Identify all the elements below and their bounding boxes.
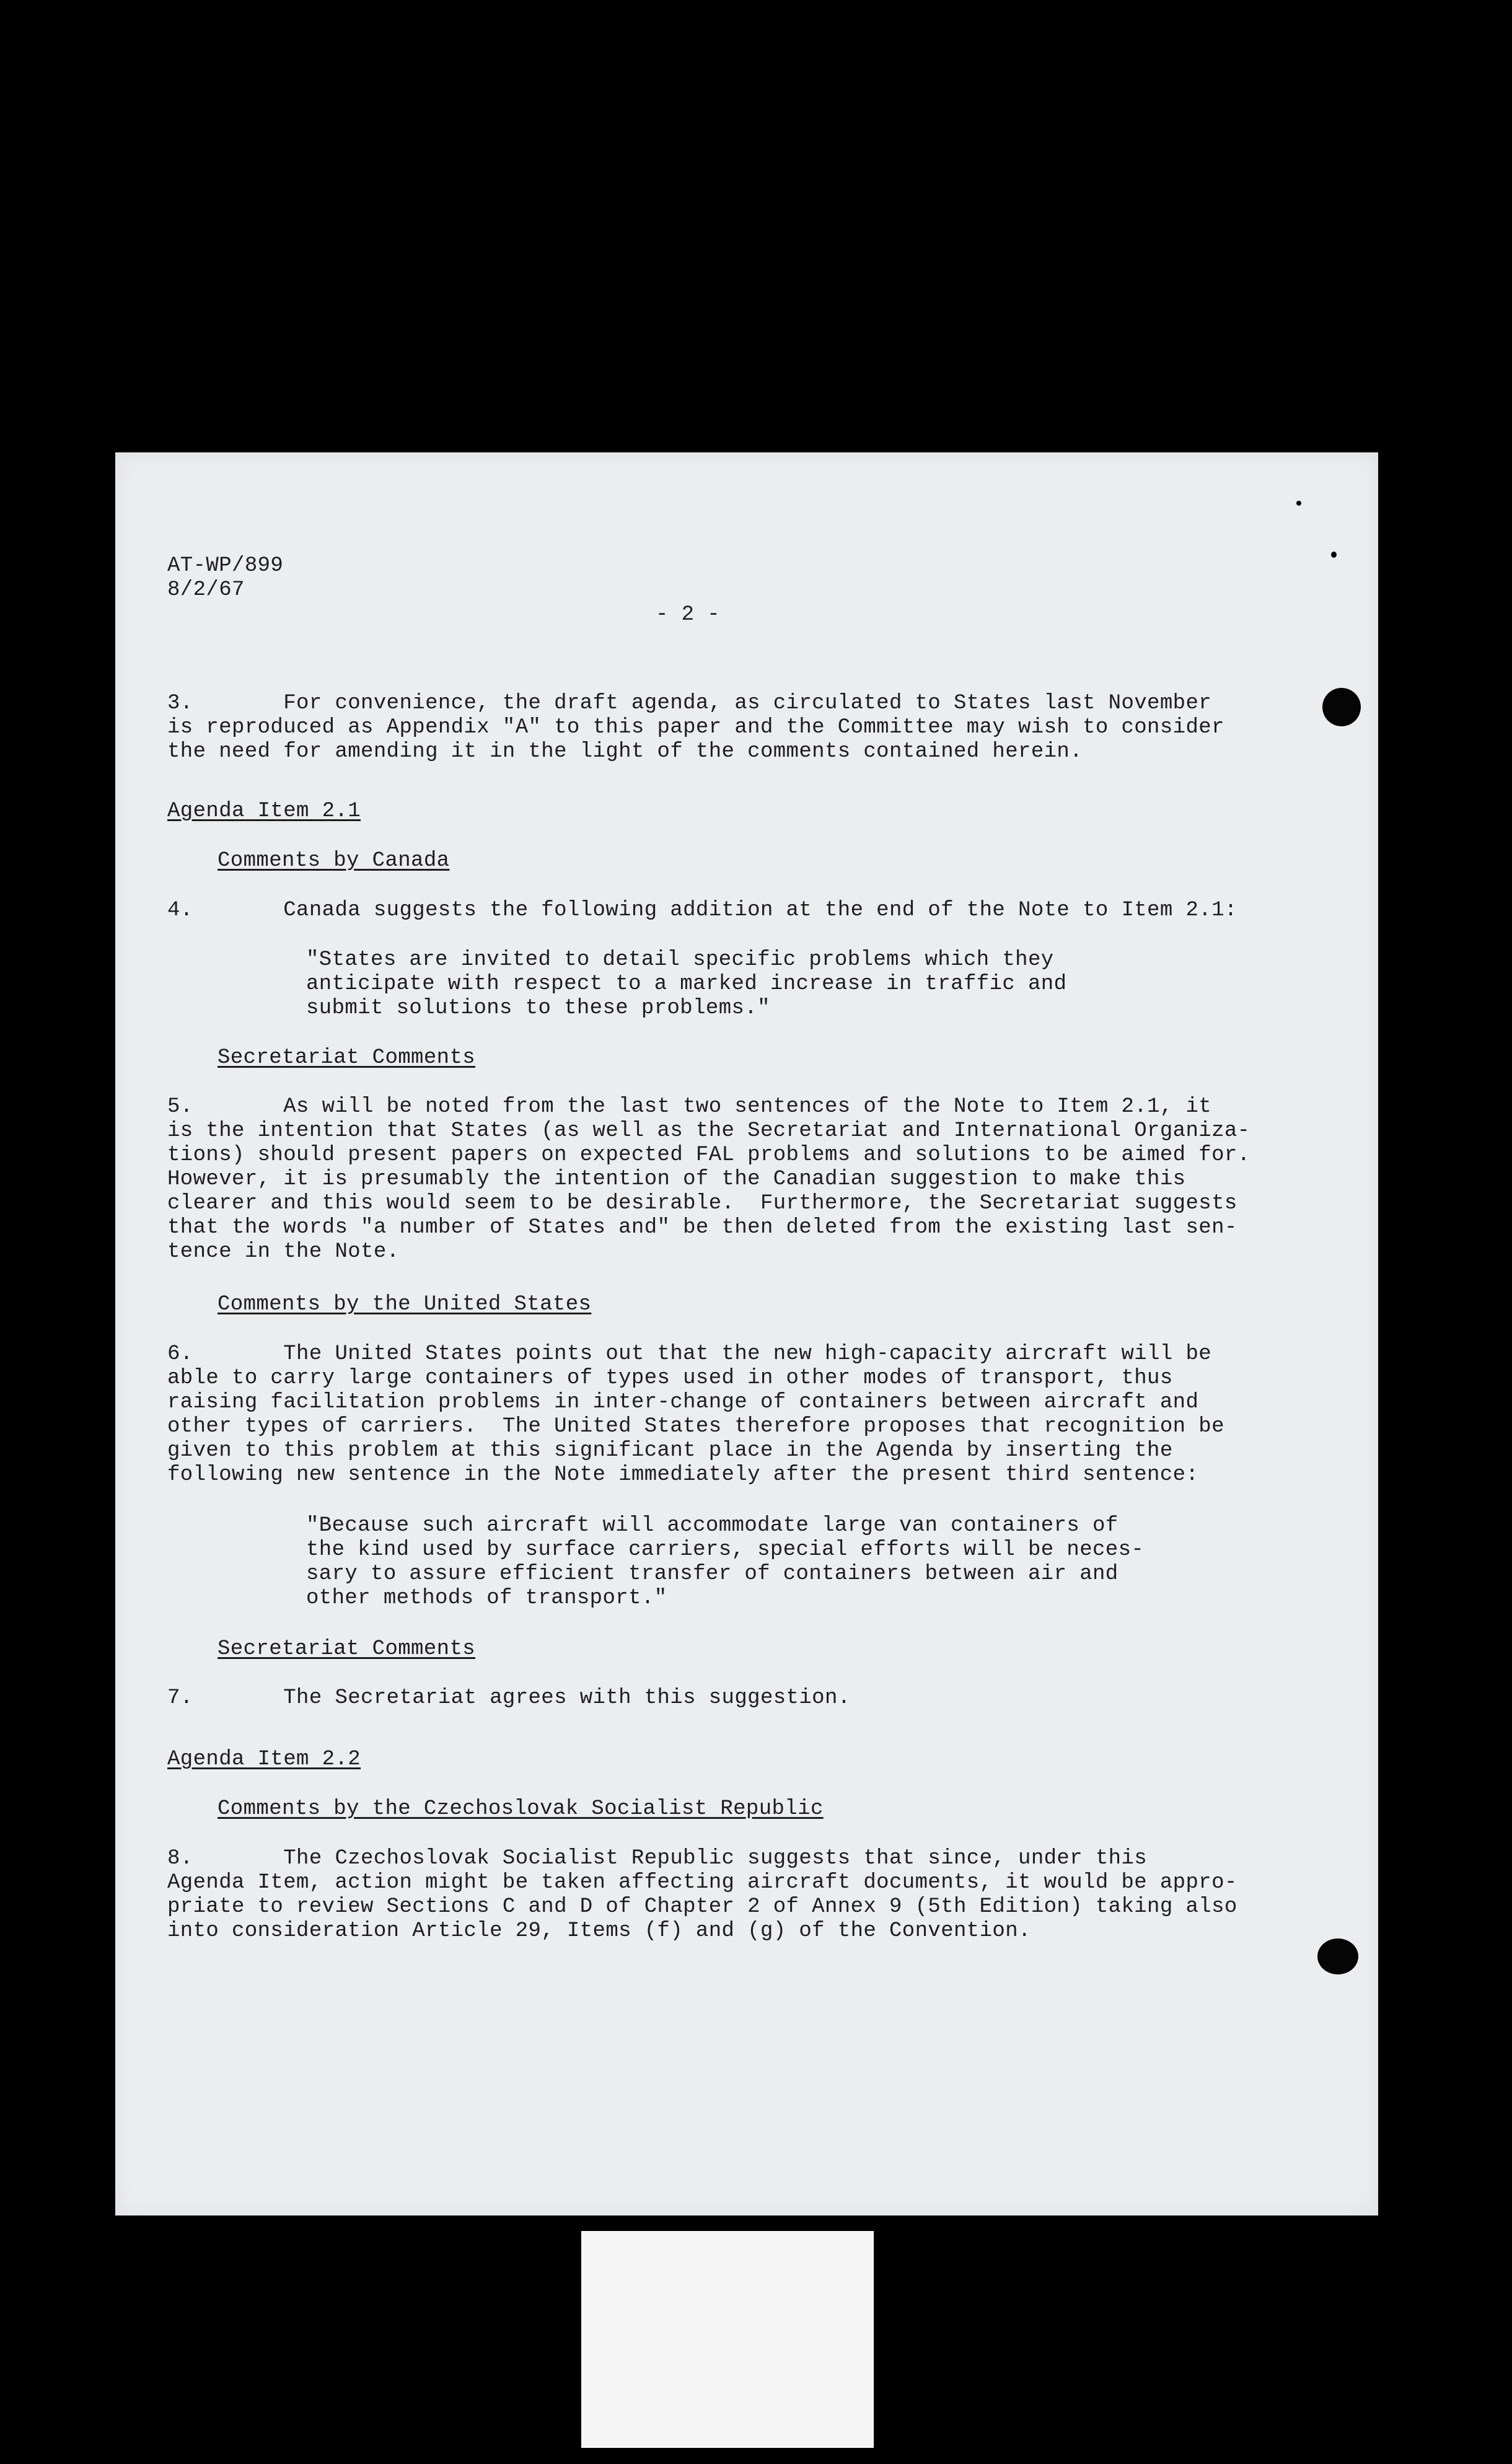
speck-mark-2	[1331, 552, 1337, 558]
page-number: - 2 -	[656, 603, 721, 627]
para-8-line-3: priate to review Sections C and D of Chapter 2 of Annex 9 (5th Edition) taking also	[167, 1895, 1237, 1919]
document-page	[115, 452, 1378, 2215]
para-5-line-5: clearer and this would seem to be desirable. Furthermore, the Secretariat suggests	[167, 1192, 1237, 1215]
para-3-line-3: the need for amending it in the light of the comments contained herein.	[167, 740, 1083, 763]
para-5-line-7: tence in the Note.	[167, 1240, 400, 1264]
para-8-line-1: 8. The Czechoslovak Socialist Republic suggests that since, under this	[167, 1847, 1148, 1870]
para-5-line-3: tions) should present papers on expected FAL problems and solutions to be aimed for.	[167, 1143, 1250, 1167]
heading-agenda-item-2-1: Agenda Item 2.1	[167, 799, 361, 823]
subheading-secretariat-comments-2: Secretariat Comments	[218, 1637, 476, 1661]
document-ref-number: AT-WP/899	[167, 554, 284, 578]
quote-us-line-4: other methods of transport."	[306, 1586, 667, 1610]
para-4-line-1: 4. Canada suggests the following addition at the end of the Note to Item 2.1:	[167, 899, 1237, 922]
subheading-comments-united-states: Comments by the United States	[218, 1293, 592, 1316]
para-5-line-2: is the intention that States (as well as the Secretariat and International Organiza-	[167, 1119, 1250, 1143]
quote-us-line-2: the kind used by surface carriers, special efforts will be neces-	[306, 1538, 1145, 1562]
subheading-secretariat-comments-1: Secretariat Comments	[218, 1046, 476, 1070]
para-3-line-2: is reproduced as Appendix "A" to this paper and the Committee may wish to consider	[167, 716, 1224, 739]
quote-canada-line-1: "States are invited to detail specific problems which they	[306, 948, 1054, 972]
para-6-line-1: 6. The United States points out that the new high-capacity aircraft will be	[167, 1342, 1212, 1366]
quote-us-line-1: "Because such aircraft will accommodate large van containers of	[306, 1514, 1119, 1538]
paper-slip	[581, 2231, 874, 2448]
heading-agenda-item-2-2: Agenda Item 2.2	[167, 1748, 361, 1771]
para-8-line-4: into consideration Article 29, Items (f) and (g) of the Convention.	[167, 1919, 1031, 1943]
quote-canada-line-3: submit solutions to these problems."	[306, 997, 770, 1020]
document-ref-date: 8/2/67	[167, 578, 245, 602]
para-5-line-6: that the words "a number of States and" be then deleted from the existing last sen-	[167, 1216, 1237, 1239]
para-3-line-1: 3. For convenience, the draft agenda, as circulated to States last November	[167, 692, 1212, 715]
subheading-comments-canada: Comments by Canada	[218, 849, 450, 873]
para-6-line-6: following new sentence in the Note immediately after the present third sentence:	[167, 1463, 1199, 1487]
para-6-line-2: able to carry large containers of types used in other modes of transport, thus	[167, 1366, 1173, 1390]
para-8-line-2: Agenda Item, action might be taken affecting aircraft documents, it would be appro-	[167, 1871, 1237, 1894]
para-6-line-4: other types of carriers. The United States therefore proposes that recognition be	[167, 1415, 1224, 1438]
para-5-line-1: 5. As will be noted from the last two sentences of the Note to Item 2.1, it	[167, 1095, 1212, 1119]
punch-hole-top	[1322, 688, 1361, 726]
quote-us-line-3: sary to assure efficient transfer of containers between air and	[306, 1562, 1119, 1586]
para-6-line-3: raising facilitation problems in inter-change of containers between aircraft and	[167, 1391, 1199, 1414]
para-6-line-5: given to this problem at this significant place in the Agenda by inserting the	[167, 1439, 1173, 1463]
speck-mark-1	[1296, 501, 1301, 506]
quote-canada-line-2: anticipate with respect to a marked increase in traffic and	[306, 972, 1067, 996]
para-5-line-4: However, it is presumably the intention of the Canadian suggestion to make this	[167, 1168, 1186, 1191]
punch-hole-bottom	[1317, 1938, 1358, 1974]
subheading-comments-czechoslovak: Comments by the Czechoslovak Socialist Republic	[218, 1797, 824, 1821]
para-7-line-1: 7. The Secretariat agrees with this suggestion.	[167, 1686, 851, 1710]
